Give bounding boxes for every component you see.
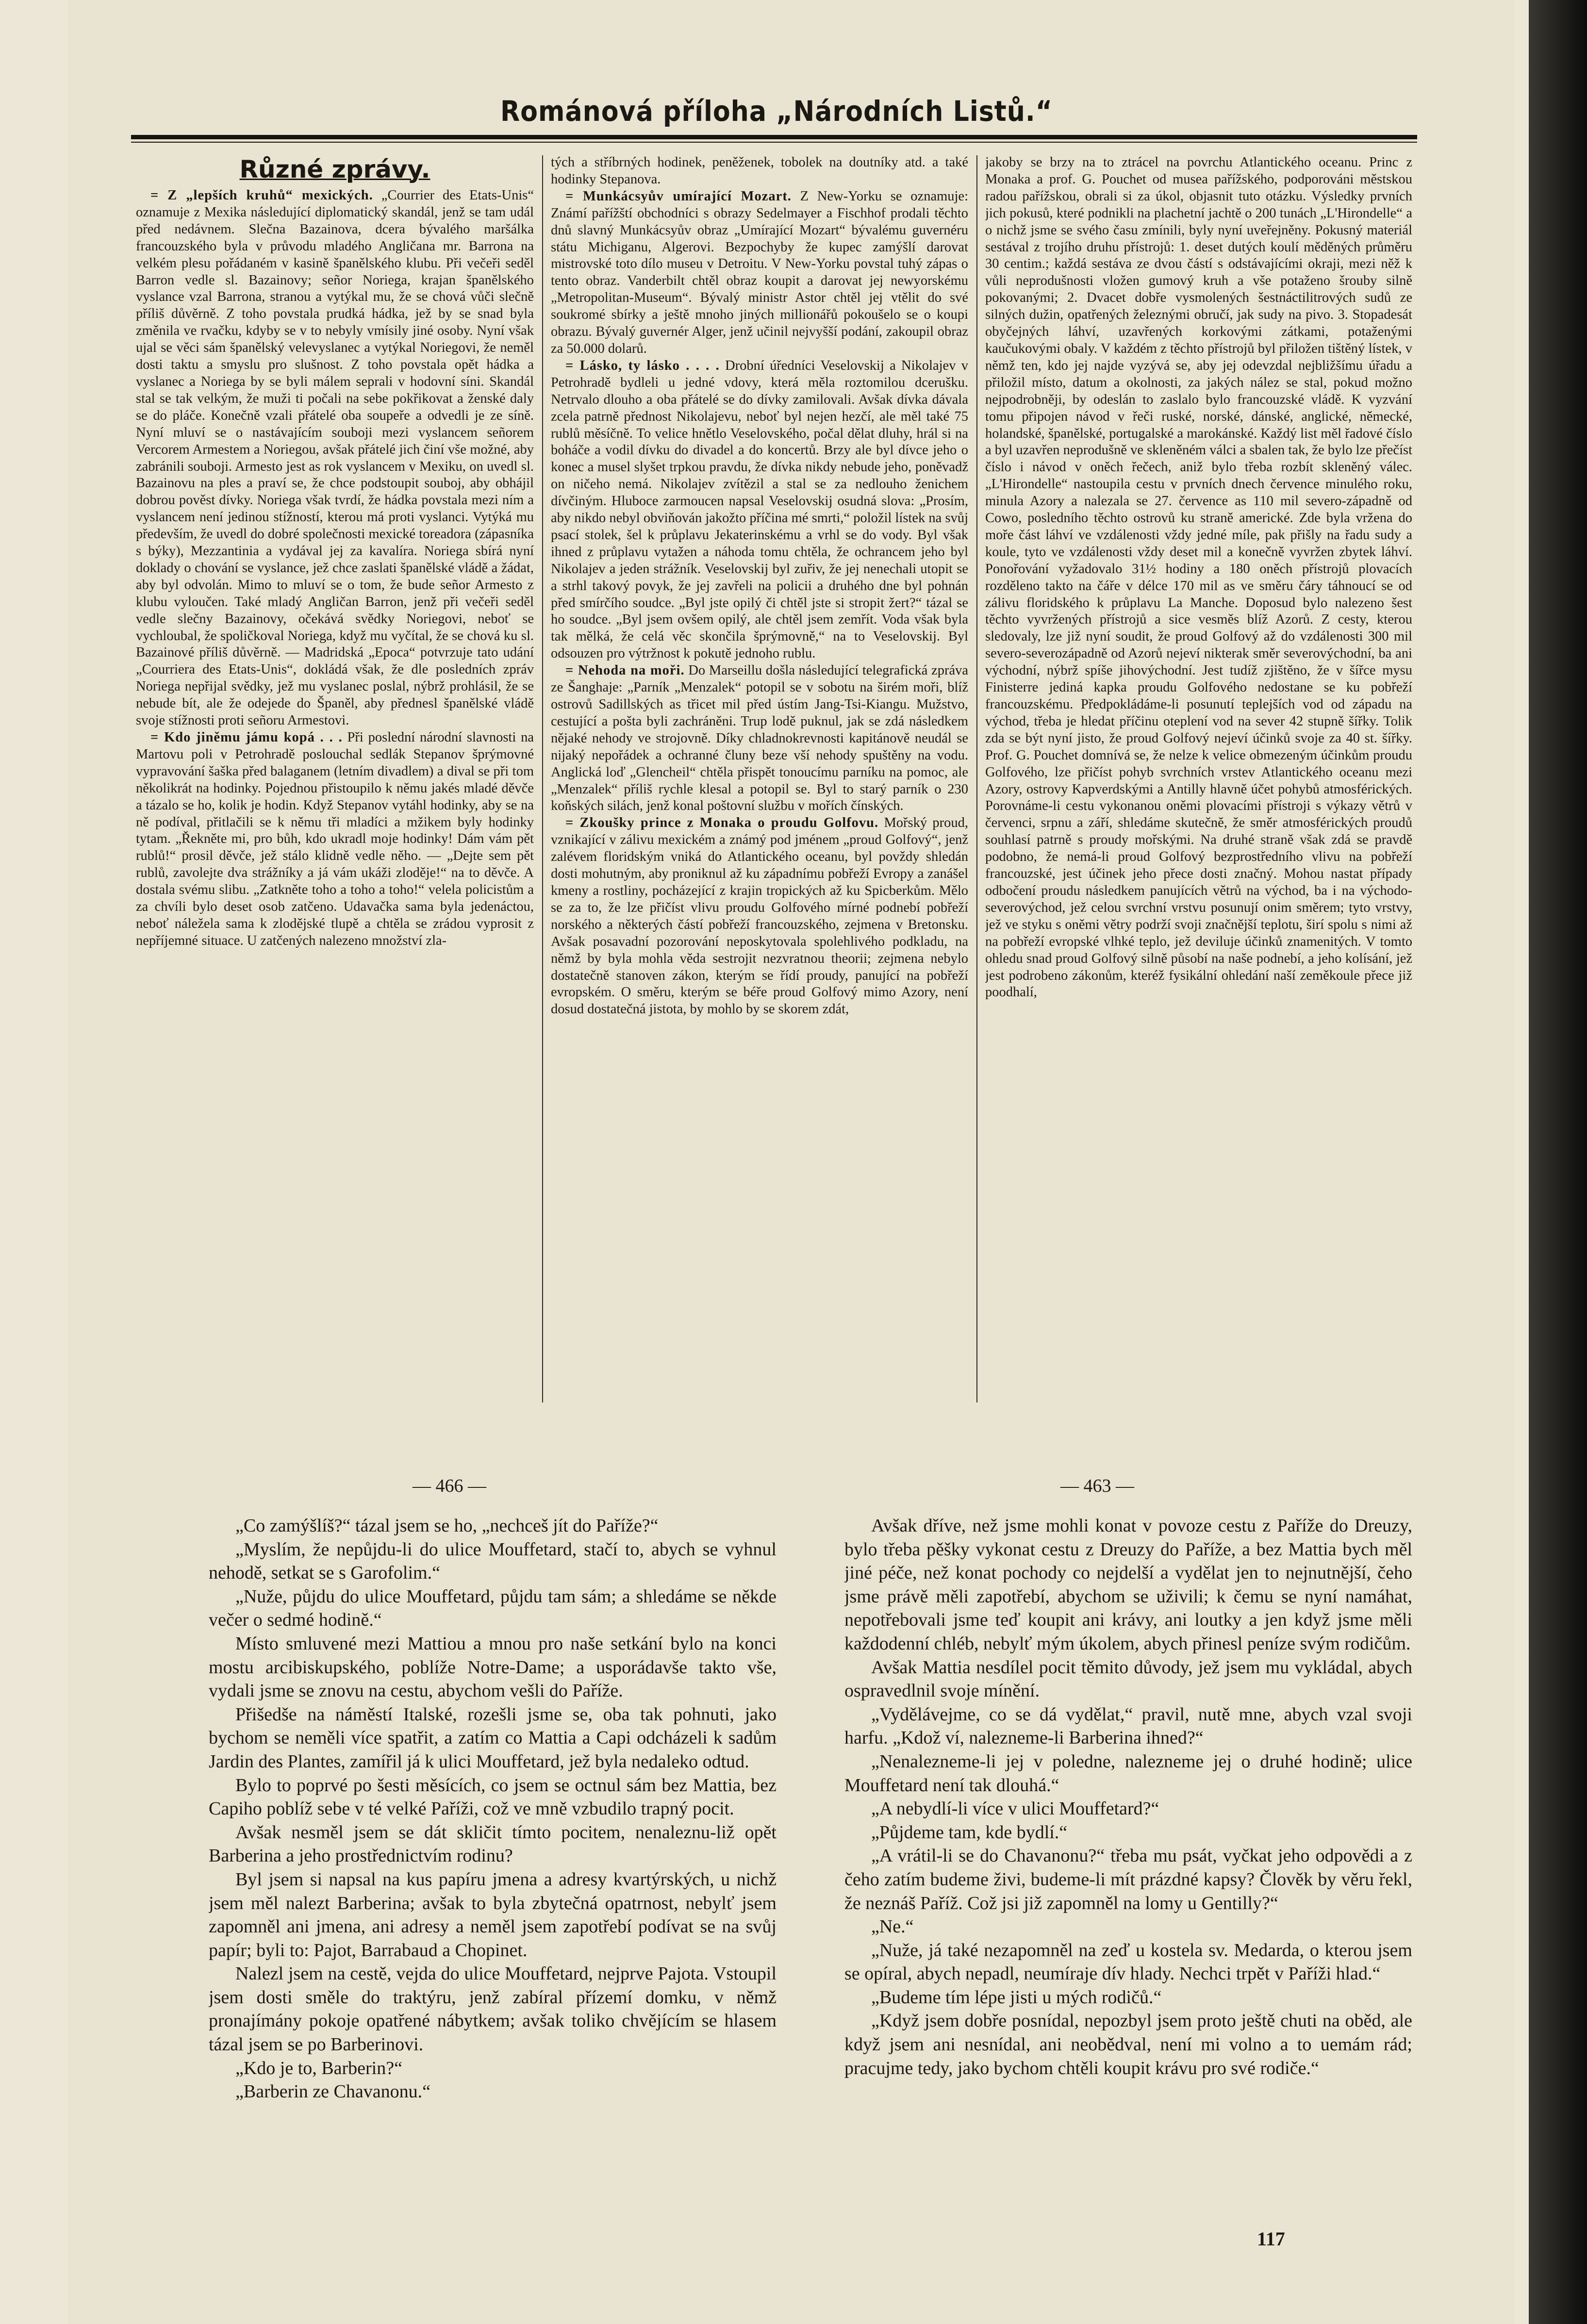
novel-paragraph: „A vrátil-li se do Chavanonu?“ třeba mu psát, vyčkat jeho odpovědi a z čeho zatím budeme živi, budeme-li mít prázdné kapsy? Člověk by věru řekl, že neznáš Paříž. Což jsi již zapomněl na lomy u Gentilly?“ <box>844 1846 1412 1913</box>
novel-paragraph: Přišedše na náměstí Italské, rozešli jsme se, oba tak pohnuti, jako bychom se neměli více spatřit, a zatím co Mattia a Capi odcházeli k sadům Jardin des Plantes, zamířil já k ulici Mouffetard, jež byla nedaleko odtud. <box>209 1704 777 1772</box>
article-paragraph <box>551 358 968 662</box>
novel-paragraph: „Barberin ze Chavanonu.“ <box>235 2081 430 2102</box>
binding-edge <box>1529 0 1587 2324</box>
page-number-left: — 466 — <box>413 1476 486 1496</box>
novel-paragraph: Místo smluvené mezi Mattiou a mnou pro naše setkání bylo na konci mostu arcibiskupského, poblíže Notre-Dame; a usporádavše takto vše, vydali jsme se znovu na cestu, abychom vešli do Paříže. <box>209 1633 777 1701</box>
novel-paragraph: „Vydělávejme, co se dá vydělat,“ pravil, nutě mne, abych vzal svoji harfu. „Kdož ví, nalezneme-li Barberina ihned?“ <box>844 1704 1412 1748</box>
article-text: Drobní úředníci Veselovskij a Nikolajev v Petrohradě bydleli u jedné vdovy, která měla roztomilou dcerušku. Netrvalo dlouho a oba přátelé se do dívky zamilovali. Avšak dívka dávala zcela patrně přednost Nikolajevu, neboť byl nejen hezčí, ale měl také 75 rublů měsíčně. To velice hnětlo Veselovského, počal dělat dluhy, hrál si na boháče a vodil dívku do divadel a do koncertů. Brzy ale byl dívce jeho o konec a musel slyšet trpkou pravdu, že dívka nikdy nebude jeho, poněvadž on ničeho nemá. Nikolajev zvítězil a stal se za nedlouho ženichem dívčiným. Hluboce zarmoucen napsal Veselovskij osudná slova: „Prosím, aby nikdo nebyl obviňován jakožto příčina mé smrti,“ položil lístek na svůj psací stolek, šel k průplavu Jekaterinskému a vrhl se do vody. Byl však ihned z průplavu vytažen a náhoda tomu chtěla, že ochrancem jeho byl Nikolajev a jeden strážník. Veselovskij byl zuřiv, že jej nenechali utopit se a strhl takový povyk, že jej zavřeli na policii a druhého dne byl pohnán před smírčího soudce. „Byl jste opilý či chtěl jste si stropit žert?“ tázal se ho soudce. „Byl jsem ovšem opilý, ale chtěl jsem zemřít. Voda však byla tak mělká, že celá věc skončila šprýmovně,“ na to Veselovskij. Byl odsouzen pro výtržnost k pokutě jednoho rublu. <box>551 358 968 661</box>
novel-paragraph: „Kdo je to, Barberin?“ <box>235 2058 402 2078</box>
novel-paragraph: „Nuže, já také nezapomněl na zeď u kostela sv. Medarda, o kterou jsem se opíral, abych nepadl, neumíraje dív hlady. Nechci trpět v Paříži hlad.“ <box>844 1940 1412 1984</box>
article-lead: = Zkoušky prince z Monaka o proudu Golfovu. <box>565 815 879 831</box>
novel-paragraph: „Ne.“ <box>871 1916 914 1937</box>
article-text: jakoby se brzy na to ztrácel na povrchu Atlantického oceanu. Princ z Monaka a prof. G. Pouchet od musea pařížského, podporováni městskou radou pařížskou, obrali si za úkol, objasnit tuto otázku. Výsledky prvních jich pokusů, které podnikli na plachetní jachtě o 200 tunách „L'Hirondelle“ a o nichž jsme se svého času zmínili, byly nyní uveřejněny. Pokusný materiál sestával z trojího druhu přístrojů: 1. deset dutých koulí měděných průměru 30 centim.; každá sestáva ze dvou částí s odstávajícími okraji, mezi něž k vůli neprodušnosti vložen gumový kruh a vše potaženo šrouby silně pokovanými; 2. Dvacet dobře vysmolených šestnáctilitrových sudů ze silných dužin, opatřených železnými obručí, jak sudy na pivo. 3. Stopadesát obyčejných láhví, uzavřených korkovými zátkami, potaženými kaučukovými obaly. V každém z těchto přístrojů byl přiložen tištěný lístek, v němž ten, kdo jej najde vyzývá se, aby jej odevzdal nejbližšímu úřadu a přiložil místo, datum a okolnosti, za jakých nález se stal, pokud možno nejpodrobněji, by odeslán to zaslalo bylo francouzské vládě. K vyzvání tomu připojen návod v řeči ruské, norské, dánské, anglické, německé, holandské, španělské, portugalské a marokánské. Každý list měl řadové číslo a byl uzavřen neprodušně ve skleněném válci a sbalen tak, že bylo lze přečíst číslo i návod v oněch řečech, aniž bylo třeba rozbít skleněný válec. „L'Hirondelle“ nastoupila cestu v prvních dnech července minulého roku, minula Azory a nalezala se 27. července as 110 mil severo-západně od Cowo, posledního těchto ostrovů ku straně americké. Zde byla vržena do moře část láhví ve vzdálenosti vždy jedné míle, pak přišly na řadu sudy a koule, tyto ve vzdálenosti vždy deset mil a konečně vyvržen zbytek láhví. Ponořování vyžadovalo 31½ hodiny a 180 oněch přístrojů plovacích rozděleno takto na čáře v délce 170 mil as ve směru čáry táhnoucí se od zálivu floridského k průplavu La Manche. Doposud bylo nalezeno šest těchto vyvržených přístrojů a sice vesměs blíž Azorů. Z cesty, kterou sledovaly, lze již nyní soudit, že proud Golfový až do vzdálenosti 300 mil severo-severozápadně od Azorů nejeví nikterak směr severovýchodní, ba ani východní, nýbrž spíše jihovýchodní. Jest tudíž zjištěno, že v šířce mysu Finisterre jediná kapka proudu Golfového nedostane se ku pobřeží francouzskému. Předpokládáme-li posunutí teplejších vod od západu na východ, třeba je hledat příčinu oteplení vod na sever 42 stupně šířky. Tolik zda se být nyní jisto, že proud Golfový nejeví účinků svoje za 40 st. šířky. Prof. G. Pouchet domnívá se, že nelze k velice obmezeným účinkům proudu Golfového, lze přičíst pohyb svrchních vrstev Atlantického oceanu mezi Azory, ostrovy Kapverdskými a Antilly hlavně účet pohybů atmosférických. Porovnáme-li cestu vykonanou oněmi plovacími přístroji s výkazy větrů v červenci, srpnu a září, shledáme skutečně, že směr atmosférických proudů souhlasí patrně s proudy mořskými. Na druhé straně však zdá se pravdě podobno, že nemá-li proud Golfový bezprostředního vlivu na pobřeží francouzské, jest účinek jeho přece dosti značný. Mohou nastat případy odbočení proudu následkem panujících větrů na východ, ba i na východo-severovýchod, jež celou svrchní vrstvu posunují onim směrem; tyto vrstvy, jež ve styku s oněmi větry podrží svoji značnější teplotu, širí spolu s nimi až na pobřeží evropské vlhké teplo, jež deviluje účinků znamenitých. V tomto ohledu snad proud Golfový silně působí na naše podnebí, a jeho kolísání, jež jest podrobeno zákonům, kteréž fysikální ohledání naší zeměkoule přece již poodhalí, <box>985 155 1412 1000</box>
novel-paragraph: „Půjdeme tam, kde bydlí.“ <box>871 1822 1068 1843</box>
news-column-2 <box>551 154 968 1401</box>
article-text: Z New-Yorku se oznamuje: Známí pařížští obchodníci s obrazy Sedelmayer a Fischhof prodali těchto dnů slavný Munkácsyův obraz „Umírající Mozart“ bývalému guvernéru státu Michiganu, Algerovi. Bezpochyby že kupec zamýšlí darovat mistrovské toto dílo museu v Detroitu. V New-Yorku povstal tuhý zápas o tento obraz. Vanderbilt chtěl obraz koupit a darovat jej newyorskému „Metropolitan-Museum“. Bývalý ministr Astor chtěl jej vtělit do své soukromé sbírky a ještě mnoho jiných millionářů pokoušelo se o koupi obrazu. Bývalý guvernér Alger, jenž učinil nejvyšší podání, zakoupil obraz za 50.000 dolarů. <box>551 188 968 356</box>
novel-paragraph: „Nenalezneme-li jej v poledne, nalezneme jej o druhé hodině; ulice Mouffetard není tak dlouhá.“ <box>844 1751 1412 1796</box>
news-column-3 <box>985 154 1412 1401</box>
article-paragraph <box>985 154 1412 1001</box>
page-number-right: — 463 — <box>1060 1476 1134 1496</box>
article-paragraph <box>551 154 968 188</box>
article-text: tých a stříbrných hodinek, peněženek, tobolek na doutníky atd. a také hodinky Stepanova. <box>551 155 968 187</box>
article-lead: = Munkácsyův umírající Mozart. <box>565 188 792 204</box>
novel-paragraph: „A nebydlí-li více v ulici Mouffetard?“ <box>871 1798 1159 1819</box>
folio-number: 117 <box>1257 2228 1285 2250</box>
article-text: Mořský proud, vznikající v zálivu mexickém a známý pod jménem „proud Golfový“, jenž zalévem floridským vniká do Atlantického oceanu, byl povždy shledán dosti mohutným, aby proniknul až ku západnímu pobřeží Evropy a zanášel kmeny a rostliny, pocházející z krajin tropických až ku Spicberkům. Mělo se za to, že lze přičíst vlivu proudu Golfového mírné podnebí pobřeží norského a některých částí pobřeží francouzského, zejmena v Bretonsku. Avšak posavadní pozorování neposkytovala spolehlivého podkladu, na němž by byla mohla věda sestrojit nezvratnou theorii; zejmena nebylo dostatečně stanoven zákon, kterým se řídí proudy, panující na pobřeží evropském. O směru, kterým se béře proud Golfový mimo Azory, není dosud dostatečná jistota, by mohlo by se skorem zdát, <box>551 815 968 1017</box>
novel-paragraph: Nalezl jsem na cestě, vejda do ulice Mouffetard, nejprve Pajota. Vstoupil jsem dosti směle do traktýru, jenž zabíral přízemí domku, v němž pronajímány pokoje opatřené nábytkem; avšak toliko chvějícím se hlasem tázal jsem se po Barberinovi. <box>209 1963 777 2055</box>
article-paragraph <box>551 662 968 815</box>
news-column-1 <box>136 154 534 1401</box>
novel-paragraph: Byl jsem si napsal na kus papíru jmena a adresy kvartýrských, u nichž jsem měl nalezt Barberina; avšak to byla zbytečná opatrnost, nebylť jsem zapomněl ani jmena, ani adresy a neměl jsem zapotřebí podívat se na svůj papír; byli to: Pajot, Barrabaud a Chopinet. <box>209 1869 777 1961</box>
novel-paragraph: Bylo to poprvé po šesti měsících, co jsem se octnul sám bez Mattia, bez Capiho poblíž sebe v té velké Paříži, což ve mně vzbudilo trapný pocit. <box>209 1775 777 1819</box>
column-divider <box>976 155 977 1402</box>
novel-paragraph: Avšak Mattia nesdílel pocit těmito důvody, jež jsem mu vykládal, abych ospravedlnil svoje mínění. <box>844 1657 1412 1701</box>
article-paragraph <box>136 729 534 950</box>
masthead-rule <box>131 135 1417 139</box>
article-text: Do Marseillu došla následující telegrafická zpráva ze Šanghaje: „Parník „Menzalek“ potopil se v sobotu na širém moři, blíž ostrovů Sadillských as třicet mil před ústím Jang-Tsi-Kiangu. Mužstvo, cestující a pošta byli zachráněni. Trup lodě puknul, jak se zdá následkem nějaké nehody ve strojovně. Díky chladnokrevnosti kapitánově neudál se nijaký nepořádek a ochranné čluny beze vší nehody spuštěny na vodu. Anglická loď „Glencheil“ chtěla přispět tonoucímu parníku na pomoc, ale „Menzalek“ příliš rychle klesal a potopil se. Byl to starý parník o 230 koňských silách, jenž konal poštovní službu v mořích čínských. <box>551 663 968 814</box>
article-lead: = Nehoda na moři. <box>565 663 685 678</box>
article-text: „Courrier des Etats-Unis“ oznamuje z Mexika následující diplomatický skandál, jenž se tam udál před nedávnem. Slečna Bazainova, dcera bývalého maršálka francouzského byla v průvodu mladého Angličana mr. Barrona na velkém plesu pořádaném v kasině španělského klubu. Při večeři seděl Barron vedle sl. Bazainovy; señor Noriega, krajan španělského vyslance vzal Barrona, stranou a vytýkal mu, že se chová vůči slečně příliš důvěrně. Z toho povstala prudká hádka, jež by se snad byla změnila ve rvačku, kdyby se v to nebyly vmísily jiné osoby. Nyní však ujal se věci sám španělský velevyslanec a vytýkal Noriegovi, že neměl dosti taktu a smyslu pro slušnost. Z toho povstala opět hádka a vyslanec a Noriega by se byli málem seprali v hodovní síni. Skandál stal se tak velkým, že muži ti počali na sebe pokřikovat a ženské daly se do pláče. Konečně vzali přátelé oba soupeře a odvedli je ze síně. Nyní mluví se o nastávajícím souboji mezi vyslancem señorem Vercorem Armestem a Noriegou, avšak přátelé jich činí vše možné, aby zabránili souboji. Armesto jest as rok vyslancem v Mexiku, on uvedl sl. Bazainovu na ples a praví se, že chce podstoupit souboj, aby obhájil dobrou pověst dívky. Noriega však tvrdí, že hádka povstala mezi ním a vyslancem není jedinou stížností, kterou má proti vyslanci. Vytýká mu především, že uvedl do dobré společnosti mexické toreadora (zápasníka s býky), Mezzantinia a vydával jej za kavalíra. Noriega sbírá nyní doklady o chování se vyslance, jež chce zaslati španělské vládě a žádat, aby byl odvolán. Mimo to mluví se o tom, že bude señor Armesto z klubu vyloučen. Také mladý Angličan Barron, jenž při večeři seděl vedle slečny Bazainovy, očekává svědky Noriegovi, neboť se vychloubal, že spoličkoval Noriega, když mu vyčítal, že se chová ku sl. Bazainové příliš důvěrně. — Madridská „Epoca“ potvrzuje tato udání „Courriera des Etats-Unis“, dokládá však, že dle posledních zpráv Noriega nepřijal svědky, jež mu vyslanec poslal, nýbrž prohlásil, že se nebude bít, ale že odejede do Španěl, aby přednesl španělské vládě svoje stížnosti proti señoru Armestovi. <box>136 188 534 728</box>
column-divider <box>542 155 543 1402</box>
article-text: Při poslední národní slavnosti na Martovu poli v Petrohradě poslouchal sedlák Stepanov šprýmovné vypravování šaška před balaganem (letním divadlem) a dival se při tom několikrát na hodinky. Pojednou přistoupilo k němu jakés mladé děvče a tázalo se ho, kolik je hodin. Když Stepanov vytáhl hodinky, aby se na ně podíval, přitlačili se k němu tři mladíci a mžikem byly hodinky tytam. „Řekněte mi, pro bůh, kdo ukradl moje hodinky! Dám vám pět rublů!“ prosil děvče, jež stálo klidně vedle něho. — „Dejte sem pět rublů, zavolejte dva strážníky a já vám ukáži zloděje!“ na to děvče. A dostala svému slibu. „Zatkněte toho a toho a toho!“ velela policistům a za chvíli bylo deset osob zatčeno. Udavačka sama byla jedenáctou, neboť náležela sama k zlodějské tlupě a chtěla se zrádou vyprosit z nepříjemné situace. U zatčených nalezeno množství zla- <box>136 730 534 948</box>
novel-paragraph: „Budeme tím lépe jisti u mých rodičů.“ <box>871 1987 1162 2008</box>
masthead-rule-thin <box>131 142 1417 143</box>
article-paragraph <box>551 188 968 358</box>
novel-paragraph: Avšak dříve, než jsme mohli konat v povoze cestu z Paříže do Dreuzy, bylo třeba pěšky vykonat cestu z Dreuzy do Paříže, a bez Mattia bych měl jiné péče, než konat pochody co nejdelší a vydělat jen to nejnutnější, čeho jsme právě měli zapotřebí, abychom se uživili; k čemu se nyní namáhat, nepotřebovali jsme teď koupit ani krávy, ani loutky a jen když jsme měli každodenní chléb, nebylť mým úkolem, abych přinesl peníze svým rodičům. <box>844 1516 1412 1654</box>
article-paragraph <box>136 187 534 729</box>
article-lead: = Kdo jiněmu jámu kopá . . . <box>150 730 343 745</box>
article-paragraph <box>551 815 968 1018</box>
masthead: Románová příloha „Národních Listů.“ <box>500 95 1053 128</box>
article-lead: = Z „lepších kruhů“ mexických. <box>150 188 373 203</box>
article-lead: = Lásko, ty lásko . . . . <box>565 358 720 373</box>
novel-column-left <box>209 1514 777 2223</box>
novel-paragraph: Avšak nesměl jsem se dát skličit tímto pocitem, nenaleznu-liž opět Barberina a jeho prostřednictvím rodinu? <box>209 1822 777 1866</box>
novel-paragraph: „Myslím, že nepůjdu-li do ulice Mouffetard, stačí to, abych se vyhnul nehodě, setkat se s Garofolim.“ <box>209 1539 777 1583</box>
novel-column-right <box>844 1514 1412 2223</box>
novel-paragraph: „Co zamýšlíš?“ tázal jsem se ho, „nechceš jít do Paříže?“ <box>235 1516 659 1536</box>
section-heading: Různé zprávy. <box>239 155 430 183</box>
novel-paragraph: „Nuže, půjdu do ulice Mouffetard, půjdu tam sám; a shledáme se někde večer o sedmé hodině.“ <box>209 1586 777 1631</box>
novel-paragraph: „Když jsem dobře posnídal, nepozbyl jsem proto ještě chuti na oběd, ale když jsem ani nesnídal, ani neobědval, není mi volno a to uemám rád; pracujme tedy, jako bychom chtěli koupit krávu pro své rodiče.“ <box>844 2011 1412 2078</box>
